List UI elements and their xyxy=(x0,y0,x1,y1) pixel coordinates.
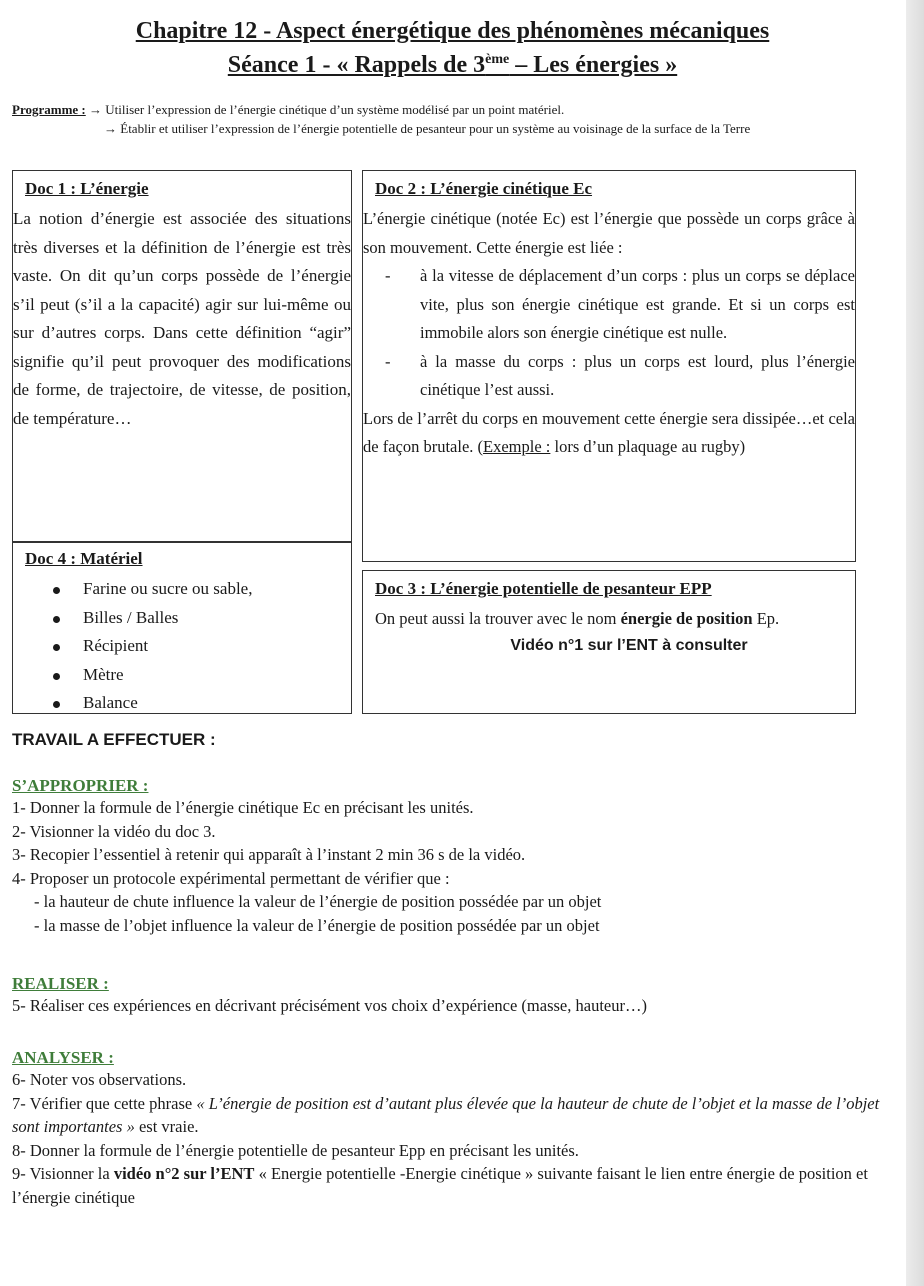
question-3: 3- Recopier l’essentiel à retenir qui apparaît à l’instant 2 min 36 s de la vidéo. xyxy=(12,845,526,864)
travail-title: TRAVAIL A EFFECTUER : xyxy=(12,730,216,749)
question-4b: - la masse de l’objet influence la valeur de l’énergie de position possédée par un objet xyxy=(34,915,600,935)
doc1-text: La notion d’énergie est associée des situations très diverses et la définition de l’énergie est très vaste. On dit qu’un corps possède de l’énergie s’il peut (s’il a la capacité) agir sur lui-même ou sur d’autres corps. Dans cette définition “agir” signifie qu’il peut provoquer des modifications de forme, de trajectoire, de vitesse, de position, de température… xyxy=(13,209,351,428)
doc2-outro: Lors de l’arrêt du corps en mouvement cette énergie sera dissipée…et cela de façon brutale. (Exemple : lors d’un plaquage au rugby) xyxy=(363,408,855,456)
question-4a: - la hauteur de chute influence la valeur de l’énergie de position possédée par un objet xyxy=(34,892,602,911)
list-item: Balance xyxy=(13,689,351,718)
list-item: Mètre xyxy=(13,661,351,690)
question-2: 2- Visionner la vidéo du doc 3. xyxy=(12,821,216,841)
list-item: Billes / Balles xyxy=(13,604,351,633)
list-item: Récipient xyxy=(13,632,351,661)
programme xyxy=(12,100,902,138)
doc2-box xyxy=(362,170,856,562)
question-6: 6- Noter vos observations. xyxy=(12,1070,187,1089)
question-1: 1- Donner la formule de l’énergie cinétique Ec en précisant les unités. xyxy=(12,798,474,817)
approprier-section xyxy=(12,776,902,937)
doc4-title: Doc 4 : Matériel xyxy=(25,549,143,568)
session-title: Séance 1 - « Rappels de 3ème – Les énergies » xyxy=(227,52,678,78)
realiser-section xyxy=(12,974,902,1018)
programme-label: Programme : xyxy=(12,102,86,117)
question-5: 5- Réaliser ces expériences en décrivant précisément vos choix d’expérience (masse, hauteur…) xyxy=(12,996,647,1015)
realiser-heading: REALISER : xyxy=(12,974,109,993)
approprier-heading: S’APPROPRIER : xyxy=(12,776,149,795)
doc3-title: Doc 3 : L’énergie potentielle de pesanteur EPP xyxy=(375,579,712,598)
programme-line-1: → Utiliser l’expression de l’énergie cinétique d’un système modélisé par un point matériel. xyxy=(85,102,565,117)
question-9: 9- Visionner la vidéo n°2 sur l’ENT « Energie potentielle -Energie cinétique » suivante faisant le lien entre énergie de position et l’énergie cinétique xyxy=(12,1164,868,1207)
doc2-point-1: - à la vitesse de déplacement d’un corps : plus un corps se déplace vite, plus son énergie cinétique est grande. Et si un corps est immobile alors son énergie cinétique est nulle. xyxy=(385,266,855,342)
doc3-text: On peut aussi la trouver avec le nom énergie de position Ep. xyxy=(375,609,780,628)
analyser-section xyxy=(12,1048,902,1209)
question-7: 7- Vérifier que cette phrase « L’énergie de position est d’autant plus élevée que la hauteur de chute de l’objet et la masse de l’objet sont importantes » est vraie. xyxy=(12,1093,880,1136)
programme-line-2: → Établir et utiliser l’expression de l’énergie potentielle de pesanteur pour un système au voisinage de la surface de la Terre xyxy=(104,121,751,136)
question-8: 8- Donner la formule de l’énergie potentielle de pesanteur Epp en précisant les unités. xyxy=(12,1140,579,1160)
doc3-box xyxy=(362,570,856,714)
doc3-video-note: Vidéo n°1 sur l’ENT à consulter xyxy=(510,637,748,654)
doc4-box xyxy=(12,542,352,714)
doc2-intro: L’énergie cinétique (notée Ec) est l’énergie que possède un corps grâce à son mouvement. Cette énergie est liée : xyxy=(363,209,855,257)
doc4-list xyxy=(13,575,351,718)
chapter-title: Chapitre 12 - Aspect énergétique des phénomènes mécaniques xyxy=(135,18,770,44)
analyser-heading: ANALYSER : xyxy=(12,1048,114,1067)
doc1-title: Doc 1 : L’énergie xyxy=(25,179,149,198)
doc2-point-2: - à la masse du corps : plus un corps est lourd, plus l’énergie cinétique l’est aussi. xyxy=(385,351,855,399)
list-item: Farine ou sucre ou sable, xyxy=(13,575,351,604)
question-4: 4- Proposer un protocole expérimental permettant de vérifier que : xyxy=(12,868,450,888)
page-edge xyxy=(906,0,924,1286)
doc1-box xyxy=(12,170,352,542)
doc2-title: Doc 2 : L’énergie cinétique Ec xyxy=(375,179,593,198)
